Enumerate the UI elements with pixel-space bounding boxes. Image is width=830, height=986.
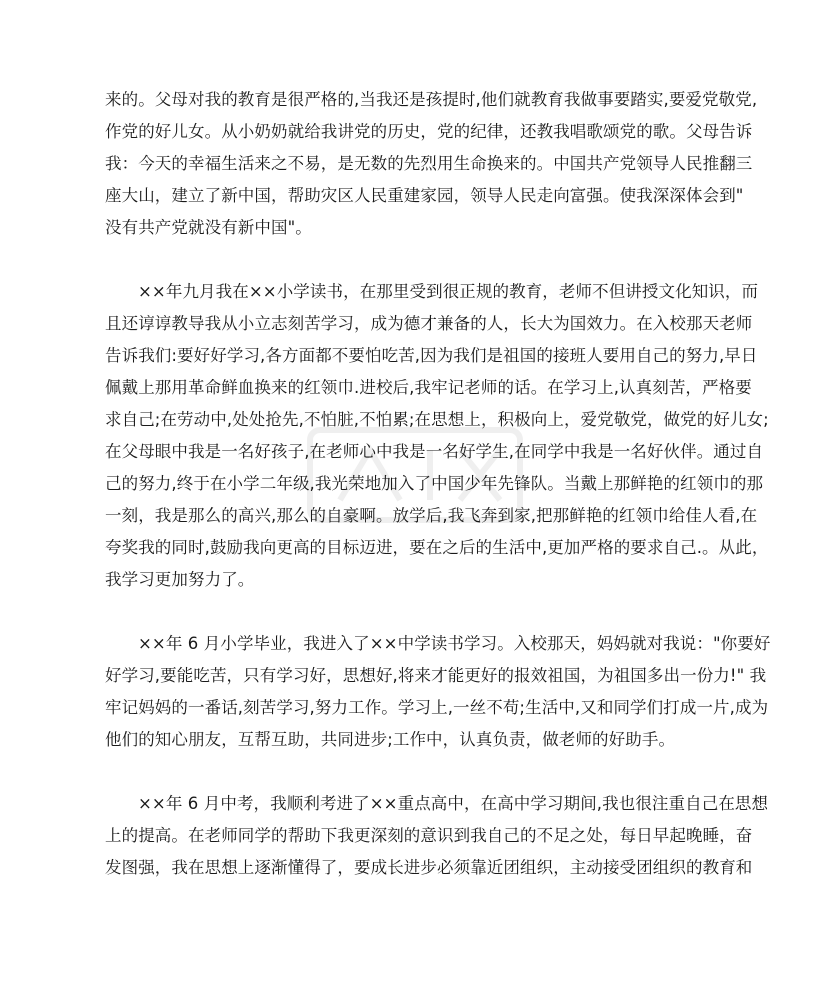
paragraph-2 <box>105 276 769 596</box>
text-line: 己的努力,终于在小学二年级,我光荣地加入了中国少年先锋队。当戴上那鲜艳的红领巾的那 <box>105 474 764 493</box>
text-line: 我：今天的幸福生活来之不易，是无数的先烈用生命换来的。中国共产党领导人民推翻三 <box>105 154 753 173</box>
text-line: 在父母眼中我是一名好孩子,在老师心中我是一名好学生,在同学中我是一名好伙伴。通过自 <box>105 442 764 461</box>
text-line: ××年九月我在××小学读书，在那里受到很正规的教育，老师不但讲授文化知识，而 <box>138 282 759 301</box>
text-line: 来的。父母对我的教育是很严格的,当我还是孩提时,他们就教育我做事要踏实,要爱党敬党, <box>105 90 758 109</box>
text-line: ××年 6 月小学毕业，我进入了××中学读书学习。入校那天，妈妈就对我说："你要好 <box>138 634 771 653</box>
text-line: 求自己;在劳动中,处处抢先,不怕脏,不怕累;在思想上，积极向上，爱党敬党，做党的好儿女; <box>105 410 769 429</box>
text-line: 夸奖我的同时,鼓励我向更高的目标迈进，要在之后的生活中,更加严格的要求自己.。从此， <box>105 538 769 557</box>
text-line: 发图强，我在思想上逐渐懂得了，要成长进步必须靠近团组织，主动接受团组织的教育和 <box>105 858 753 877</box>
paragraph-3 <box>105 628 771 756</box>
text-line: 告诉我们:要好好学习,各方面都不要怕吃苦,因为我们是祖国的接班人要用自己的努力,早日 <box>105 346 758 365</box>
paragraph-4 <box>105 788 769 884</box>
text-line: ××年 6 月中考，我顺利考进了××重点高中，在高中学习期间,我也很注重自己在思想 <box>138 794 769 813</box>
text-line: 我学习更加努力了。 <box>105 570 255 589</box>
text-line: 好学习,要能吃苦，只有学习好，思想好,将来才能更好的报效祖国，为祖国多出一份力!" 我 <box>105 666 767 685</box>
text-line: 他们的知心朋友，互帮互助，共同进步;工作中，认真负责，做老师的好助手。 <box>105 730 676 749</box>
text-line: 一刻，我是那么的高兴,那么的自豪啊。放学后,我飞奔到家,把那鲜艳的红领巾给佳人看,在 <box>105 506 758 525</box>
text-line: 没有共产党就没有新中国"。 <box>105 218 312 237</box>
paragraph-1 <box>105 84 758 244</box>
text-line: 佩戴上那用革命鲜血换来的红领巾.进校后,我牢记老师的话。在学习上,认真刻苦，严格要 <box>105 378 752 397</box>
text-line: 且还谆谆教导我从小立志刻苦学习，成为德才兼备的人，长大为国效力。在入校那天老师 <box>105 314 753 333</box>
text-line: 作党的好儿女。从小奶奶就给我讲党的历史，党的纪律，还教我唱歌颂党的歌。父母告诉 <box>105 122 753 141</box>
text-line: 上的提高。在老师同学的帮助下我更深刻的意识到我自己的不足之处，每日早起晚睡，奋 <box>105 826 753 845</box>
text-line: 牢记妈妈的一番话,刻苦学习,努力工作。学习上,一丝不苟;生活中,又和同学们打成一片,成为 <box>105 698 769 717</box>
text-line: 座大山，建立了新中国，帮助灾区人民重建家园，领导人民走向富强。使我深深体会到" <box>105 186 744 205</box>
